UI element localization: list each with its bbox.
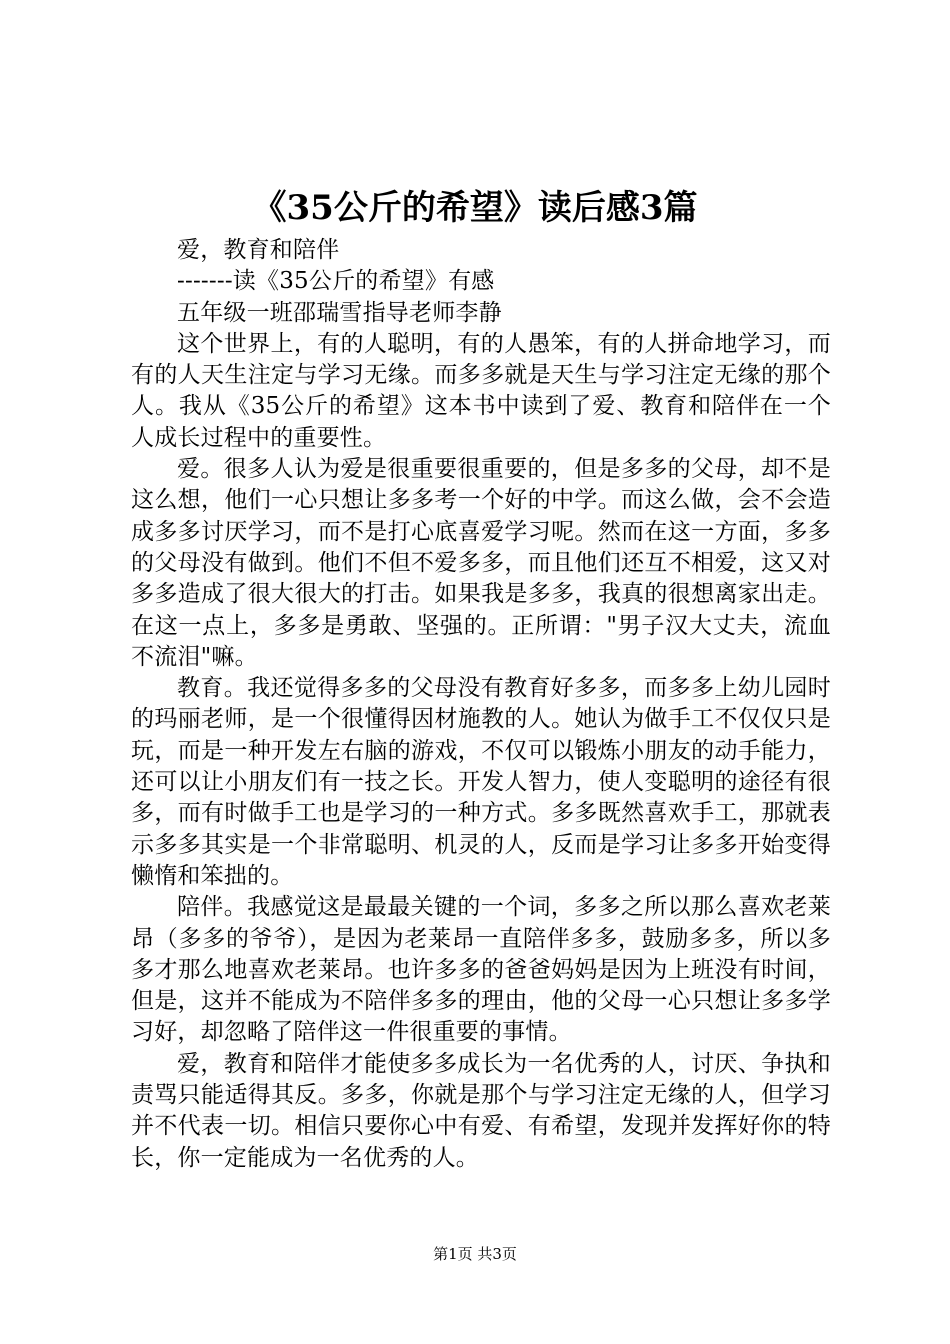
body-paragraph: 这个世界上，有的人聪明，有的人愚笨，有的人拼命地学习，而有的人天生注定与学习无缘。而多多就是天生与学习注定无缘的那个人。我从《35公斤的希望》这本书中读到了爱、教育和陪伴在一个人成长过程中的重要性。 bbox=[131, 330, 831, 451]
document-body bbox=[131, 235, 831, 1174]
body-paragraph: 爱。很多人认为爱是很重要很重要的，但是多多的父母，却不是这么想，他们一心只想让多多考一个好的中学。而这么做，会不会造成多多讨厌学习，而不是打心底喜爱学习呢。然而在这一方面，多多的父母没有做到。他们不但不爱多多，而且他们还互不相爱，这又对多多造成了很大很大的打击。如果我是多多，我真的很想离家出走。在这一点上，多多是勇敢、坚强的。正所谓："男子汉大丈夫，流血不流泪"嘛。 bbox=[131, 456, 831, 670]
author-line: 五年级一班邵瑞雪指导老师李静 bbox=[177, 299, 502, 326]
essay-subtitle: -------读《35公斤的希望》有感 bbox=[177, 268, 495, 295]
body-paragraph: 爱，教育和陪伴才能使多多成长为一名优秀的人，讨厌、争执和责骂只能适得其反。多多，你就是那个与学习注定无缘的人，但学习并不代表一切。相信只要你心中有爱、有希望，发现并发挥好你的特长，你一定能成为一名优秀的人。 bbox=[131, 1050, 831, 1171]
document-title: 《35公斤的希望》读后感3篇 bbox=[252, 188, 698, 228]
essay-heading: 爱，教育和陪伴 bbox=[177, 237, 340, 263]
body-paragraph: 陪伴。我感觉这是最最关键的一个词，多多之所以那么喜欢老莱昂（多多的爷爷），是因为老莱昂一直陪伴多多，鼓励多多，所以多多才那么地喜欢老莱昂。也许多多的爸爸妈妈是因为上班没有时间，但是，这并不能成为不陪伴多多的理由，他的父母一心只想让多多学习好，却忽略了陪伴这一件很重要的事情。 bbox=[131, 894, 831, 1046]
body-paragraph: 教育。我还觉得多多的父母没有教育好多多，而多多上幼儿园时的玛丽老师，是一个很懂得因材施教的人。她认为做手工不仅仅只是玩，而是一种开发左右脑的游戏，不仅可以锻炼小朋友的动手能力，还可以让小朋友们有一技之长。开发人智力，使人变聪明的途径有很多，而有时做手工也是学习的一种方式。多多既然喜欢手工，那就表示多多其实是一个非常聪明、机灵的人，反而是学习让多多开始变得懒惰和笨拙的。 bbox=[131, 675, 831, 889]
page-number-footer: 第1页 共3页 bbox=[433, 1245, 517, 1263]
